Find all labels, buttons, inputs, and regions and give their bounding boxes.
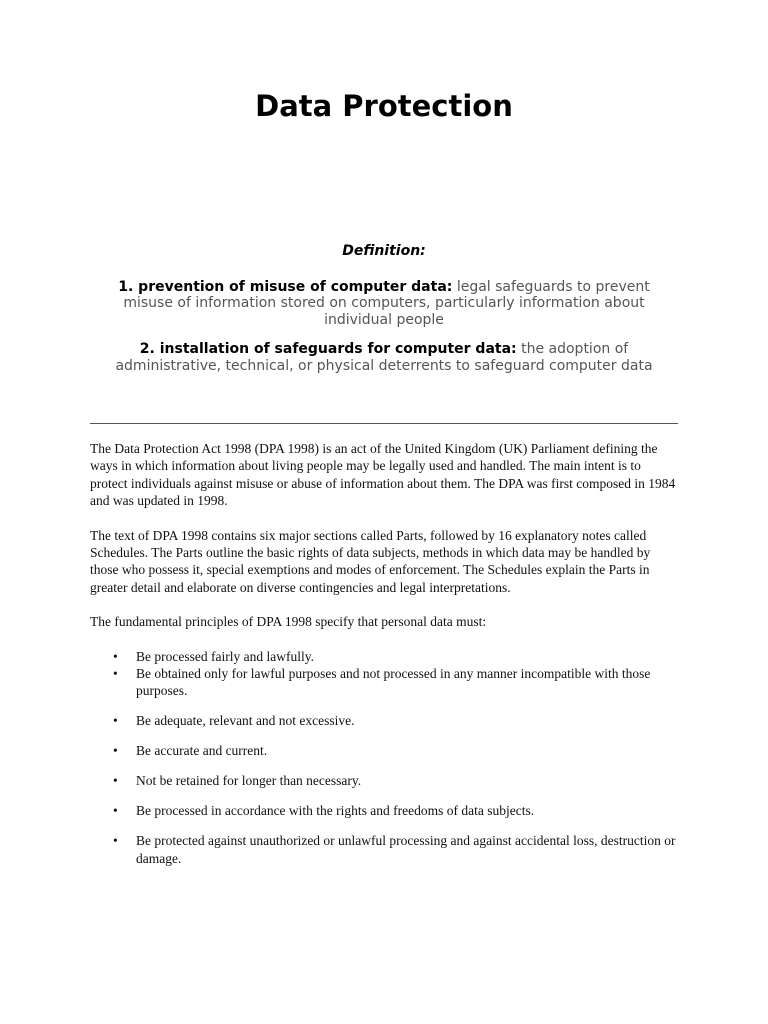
list-item bbox=[90, 802, 680, 819]
list-item-text: Be obtained only for lawful purposes and not processed in any manner incompatible with those purposes. bbox=[136, 666, 651, 699]
list-item bbox=[90, 648, 680, 665]
definition-description: the adoption of administrative, technical, or physical deterrents to safeguard computer data bbox=[115, 341, 653, 374]
list-item bbox=[90, 772, 680, 789]
list-item-text: Not be retained for longer than necessary. bbox=[136, 773, 362, 789]
list-item bbox=[90, 742, 680, 759]
definition-item-1 bbox=[110, 279, 658, 329]
bullet-icon: • bbox=[113, 833, 118, 849]
list-item bbox=[90, 712, 680, 729]
definition-heading: Definition: bbox=[342, 243, 426, 259]
bullet-icon: • bbox=[113, 773, 118, 789]
definition-term: 1. prevention of misuse of computer data: bbox=[118, 278, 453, 295]
paragraph-principles-intro: The fundamental principles of DPA 1998 specify that personal data must: bbox=[90, 614, 487, 630]
bullet-icon: • bbox=[113, 648, 118, 664]
list-item-text: Be accurate and current. bbox=[136, 743, 268, 759]
definition-block bbox=[110, 243, 658, 387]
list-item-text: Be processed in accordance with the rights and freedoms of data subjects. bbox=[136, 803, 535, 819]
paragraph-dpa-intro: The Data Protection Act 1998 (DPA 1998) is an act of the United Kingdom (UK) Parliament defining the ways in which information about living people may be legally used and handled. The main intent is to protect individuals against misuse or abuse of information about them. The DPA was first composed in 1984 and was updated in 1998. bbox=[90, 441, 676, 509]
list-item bbox=[90, 832, 680, 867]
list-item bbox=[90, 665, 680, 700]
page-title: Data Protection bbox=[255, 89, 513, 123]
paragraph-dpa-structure: The text of DPA 1998 contains six major sections called Parts, followed by 16 explanatory notes called Schedules. The Parts outline the basic rights of data subjects, methods in which data may be handled by those who possess it, special exemptions and modes of enforcement. The Schedules explain the Parts in greater detail and elaborate on diverse contingencies and legal interpretations. bbox=[90, 527, 651, 595]
list-item-text: Be protected against unauthorized or unlawful processing and against accidental loss, destruction or damage. bbox=[136, 833, 676, 866]
list-item-text: Be processed fairly and lawfully. bbox=[136, 648, 314, 664]
definition-description: legal safeguards to prevent misuse of information stored on computers, particularly information about individual people bbox=[123, 278, 650, 328]
bullet-icon: • bbox=[113, 713, 118, 729]
body-text bbox=[90, 440, 680, 880]
definition-term: 2. installation of safeguards for computer data: bbox=[139, 341, 517, 357]
bullet-icon: • bbox=[113, 666, 118, 682]
list-item-text: Be adequate, relevant and not excessive. bbox=[136, 713, 355, 729]
bullet-icon: • bbox=[113, 803, 118, 819]
bullet-icon: • bbox=[113, 743, 118, 759]
principles-list bbox=[90, 648, 680, 868]
section-divider bbox=[90, 423, 678, 424]
definition-item-2 bbox=[110, 341, 658, 374]
